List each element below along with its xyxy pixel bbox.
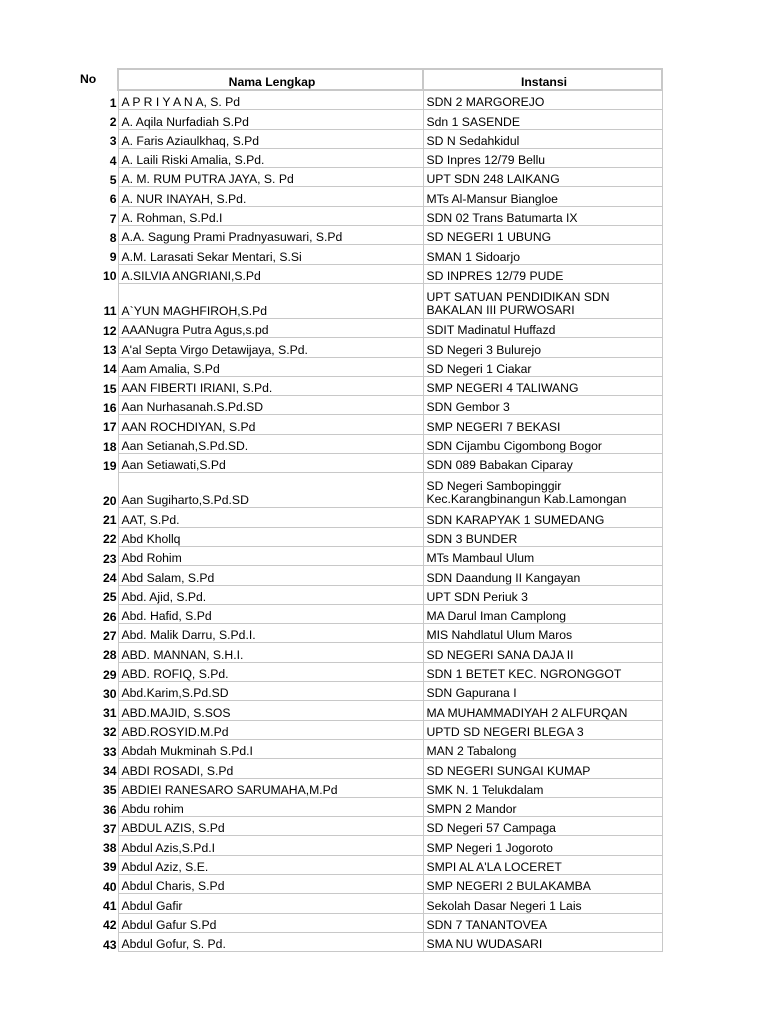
participant-name: Abdul Azis,S.Pd.I <box>118 836 423 855</box>
participant-name: AAT, S.Pd. <box>118 508 423 527</box>
row-number: 16 <box>102 400 117 415</box>
participant-institution: SDN Cijambu Cigombong Bogor <box>423 434 662 453</box>
table-row <box>78 817 662 836</box>
participant-institution: SDN 1 BETET KEC. NGRONGGOT <box>423 662 662 681</box>
participant-name: ABD.MAJID, S.SOS <box>118 701 423 720</box>
table-row <box>78 454 662 473</box>
participant-table <box>78 68 663 952</box>
participant-institution: SMP NEGERI 7 BEKASI <box>423 415 662 434</box>
participant-name: Abd Rohim <box>118 546 423 565</box>
participant-institution: SD NEGERI SANA DAJA II <box>423 643 662 662</box>
table-row <box>78 701 662 720</box>
participant-institution: SMPN 2 Mandor <box>423 797 662 816</box>
table-row <box>78 836 662 855</box>
participant-institution: UPTD SD NEGERI BLEGA 3 <box>423 720 662 739</box>
row-number: 13 <box>102 343 117 358</box>
participant-name: Abdul Aziz, S.E. <box>118 855 423 874</box>
participant-institution: MA Darul Iman Camplong <box>423 604 662 623</box>
participant-institution: SD INPRES 12/79 PUDE <box>423 264 662 283</box>
row-number: 30 <box>102 686 117 701</box>
row-number: 21 <box>102 513 117 528</box>
row-number: 34 <box>102 764 117 778</box>
row-number: 29 <box>102 667 117 682</box>
row-number: 4 <box>109 153 117 168</box>
participant-institution: SDN 02 Trans Batumarta IX <box>423 206 662 225</box>
row-number: 12 <box>102 323 117 338</box>
table-row <box>78 226 662 245</box>
participant-institution: SDN 7 TANANTOVEA <box>423 913 662 932</box>
table-row <box>78 662 662 681</box>
participant-name: Abd Salam, S.Pd <box>118 566 423 585</box>
table-row <box>78 874 662 893</box>
table-row <box>78 624 662 643</box>
table-row <box>78 527 662 546</box>
table-row <box>78 643 662 662</box>
table-row <box>78 508 662 527</box>
table-row <box>78 283 662 318</box>
participant-institution: SMP Negeri 1 Jogoroto <box>423 836 662 855</box>
participant-name: AAANugra Putra Agus,s.pd <box>118 318 423 337</box>
participant-name: Aan Sugiharto,S.Pd.SD <box>118 473 423 508</box>
participant-institution: SDN Daandung II Kangayan <box>423 566 662 585</box>
participant-name: Abd. Malik Darru, S.Pd.I. <box>118 624 423 643</box>
table-row <box>78 894 662 913</box>
table-row <box>78 376 662 395</box>
row-number: 41 <box>102 899 117 914</box>
participant-institution: SMP NEGERI 4 TALIWANG <box>423 376 662 395</box>
row-number: 7 <box>109 211 117 226</box>
table-row <box>78 932 662 951</box>
row-number: 25 <box>102 590 117 605</box>
participant-name: A. Laili Riski Amalia, S.Pd. <box>118 148 423 167</box>
header-row <box>78 69 662 90</box>
participant-name: ABD. MANNAN, S.H.I. <box>118 643 423 662</box>
participant-name: A`YUN MAGHFIROH,S.Pd <box>118 283 423 318</box>
participant-institution: UPT SDN Periuk 3 <box>423 585 662 604</box>
participant-institution: SMA NU WUDASARI <box>423 932 662 951</box>
participant-institution: SDN 2 MARGOREJO <box>423 90 662 110</box>
participant-name: Abdul Gafir <box>118 894 423 913</box>
table-row <box>78 739 662 758</box>
participant-name: A'al Septa Virgo Detawijaya, S.Pd. <box>118 338 423 357</box>
row-number: 6 <box>109 192 117 207</box>
table-row <box>78 245 662 264</box>
table-row <box>78 720 662 739</box>
table-row <box>78 585 662 604</box>
table-row <box>78 473 662 508</box>
row-number: 20 <box>102 493 117 508</box>
participant-institution: MTs Al-Mansur Biangloe <box>423 187 662 206</box>
row-number: 9 <box>109 250 117 265</box>
participant-name: Abdul Gafur S.Pd <box>118 913 423 932</box>
participant-institution: SDIT Madinatul Huffazd <box>423 318 662 337</box>
participant-name: A.M. Larasati Sekar Mentari, S.Si <box>118 245 423 264</box>
participant-institution: SMPI AL A'LA LOCERET <box>423 855 662 874</box>
table-row <box>78 264 662 283</box>
table-row <box>78 90 662 110</box>
participant-name: AAN FIBERTI IRIANI, S.Pd. <box>118 376 423 395</box>
participant-name: Abd.Karim,S.Pd.SD <box>118 682 423 701</box>
table-row <box>78 546 662 565</box>
row-number: 24 <box>102 571 117 586</box>
participant-institution: MTs Mambaul Ulum <box>423 546 662 565</box>
participant-name: ABDUL AZIS, S.Pd <box>118 817 423 836</box>
table-row <box>78 682 662 701</box>
participant-name: Aan Nurhasanah.S.Pd.SD <box>118 396 423 415</box>
participant-name: A. NUR INAYAH, S.Pd. <box>118 187 423 206</box>
row-number: 23 <box>102 551 117 566</box>
participant-name: Abd. Ajid, S.Pd. <box>118 585 423 604</box>
row-number: 33 <box>102 744 117 759</box>
participant-name: A. Rohman, S.Pd.I <box>118 206 423 225</box>
participant-institution: SDN 3 BUNDER <box>423 527 662 546</box>
row-number: 2 <box>109 115 117 130</box>
row-number: 1 <box>109 95 117 110</box>
participant-institution: SD Negeri 57 Campaga <box>423 817 662 836</box>
participant-institution: SD Negeri 1 Ciakar <box>423 357 662 376</box>
participant-institution: SD Negeri Sambopinggir Kec.Karangbinangun Kab.Lamongan <box>423 473 662 508</box>
participant-name: Abdul Charis, S.Pd <box>118 874 423 893</box>
row-number: 15 <box>102 381 117 396</box>
table-row <box>78 759 662 778</box>
participant-name: Aan Setianah,S.Pd.SD. <box>118 434 423 453</box>
row-number: 22 <box>102 532 117 547</box>
participant-name: Abdah Mukminah S.Pd.I <box>118 739 423 758</box>
header-name: Nama Lengkap <box>118 69 423 90</box>
participant-institution: SDN KARAPYAK 1 SUMEDANG <box>423 508 662 527</box>
table-row <box>78 415 662 434</box>
participant-institution: SD N Sedahkidul <box>423 129 662 148</box>
row-number: 43 <box>102 937 117 952</box>
participant-name: A. M. RUM PUTRA JAYA, S. Pd <box>118 168 423 187</box>
row-number: 5 <box>109 172 117 187</box>
participant-name: A.SILVIA ANGRIANI,S.Pd <box>118 264 423 283</box>
participant-institution: SMP NEGERI 2 BULAKAMBA <box>423 874 662 893</box>
participant-name: A. Aqila Nurfadiah S.Pd <box>118 110 423 129</box>
participant-institution: UPT SDN 248 LAIKANG <box>423 168 662 187</box>
participant-institution: SDN Gembor 3 <box>423 396 662 415</box>
table-row <box>78 148 662 167</box>
row-number: 32 <box>102 725 117 740</box>
participant-institution: Sekolah Dasar Negeri 1 Lais <box>423 894 662 913</box>
table-row <box>78 168 662 187</box>
table-row <box>78 129 662 148</box>
row-number: 18 <box>102 439 117 454</box>
table-row <box>78 338 662 357</box>
participant-institution: SMK N. 1 Telukdalam <box>423 778 662 797</box>
participant-institution: SMAN 1 Sidoarjo <box>423 245 662 264</box>
participant-name: Aan Setiawati,S.Pd <box>118 454 423 473</box>
participant-institution: SDN 089 Babakan Ciparay <box>423 454 662 473</box>
table-row <box>78 318 662 337</box>
table-row <box>78 434 662 453</box>
table-row <box>78 206 662 225</box>
participant-institution: SD Negeri 3 Bulurejo <box>423 338 662 357</box>
row-number: 28 <box>102 648 117 663</box>
row-number: 3 <box>109 134 117 149</box>
row-number: 19 <box>102 458 117 473</box>
participant-name: Aam Amalia, S.Pd <box>118 357 423 376</box>
row-number: 11 <box>103 304 117 319</box>
row-number: 35 <box>102 783 117 798</box>
participant-institution: SD NEGERI SUNGAI KUMAP <box>423 759 662 778</box>
row-number: 14 <box>102 362 117 377</box>
row-number: 40 <box>102 879 117 894</box>
table-row <box>78 187 662 206</box>
participant-name: AAN ROCHDIYAN, S.Pd <box>118 415 423 434</box>
row-number: 8 <box>109 230 117 245</box>
row-number: 10 <box>102 269 117 284</box>
table-row <box>78 604 662 623</box>
row-number: 36 <box>102 802 117 817</box>
row-number: 39 <box>102 860 117 875</box>
table-row <box>78 855 662 874</box>
table-row <box>78 396 662 415</box>
participant-name: Abdu rohim <box>118 797 423 816</box>
participant-name: ABD. ROFIQ, S.Pd. <box>118 662 423 681</box>
table-row <box>78 566 662 585</box>
row-number: 38 <box>102 841 117 856</box>
table-row <box>78 913 662 932</box>
row-number: 26 <box>102 609 117 624</box>
participant-institution: Sdn 1 SASENDE <box>423 110 662 129</box>
participant-name: A P R I Y A N A, S. Pd <box>118 90 423 110</box>
participant-name: A. Faris Aziaulkhaq, S.Pd <box>118 129 423 148</box>
participant-name: ABDIEI RANESARO SARUMAHA,M.Pd <box>118 778 423 797</box>
participant-name: Abd. Hafid, S.Pd <box>118 604 423 623</box>
table-row <box>78 110 662 129</box>
participant-institution: SD Inpres 12/79 Bellu <box>423 148 662 167</box>
participant-institution: SD NEGERI 1 UBUNG <box>423 226 662 245</box>
participant-institution: MIS Nahdlatul Ulum Maros <box>423 624 662 643</box>
participant-name: ABDI ROSADI, S.Pd <box>118 759 423 778</box>
table-row <box>78 797 662 816</box>
row-number: 17 <box>102 420 117 435</box>
participant-name: Abdul Gofur, S. Pd. <box>118 932 423 951</box>
participant-institution: SDN Gapurana I <box>423 682 662 701</box>
row-number: 37 <box>102 821 117 836</box>
participant-name: Abd Khollq <box>118 527 423 546</box>
header-no: No <box>80 72 97 86</box>
participant-name: A.A. Sagung Prami Pradnyasuwari, S.Pd <box>118 226 423 245</box>
participant-institution: UPT SATUAN PENDIDIKAN SDN BAKALAN III PURWOSARI <box>423 283 662 318</box>
participant-institution: MAN 2 Tabalong <box>423 739 662 758</box>
participant-name: ABD.ROSYID.M.Pd <box>118 720 423 739</box>
row-number: 27 <box>102 628 117 643</box>
row-number: 42 <box>102 918 117 933</box>
header-institution: Instansi <box>423 69 662 90</box>
participant-institution: MA MUHAMMADIYAH 2 ALFURQAN <box>423 701 662 720</box>
table-row <box>78 357 662 376</box>
table-row <box>78 778 662 797</box>
row-number: 31 <box>102 706 117 721</box>
